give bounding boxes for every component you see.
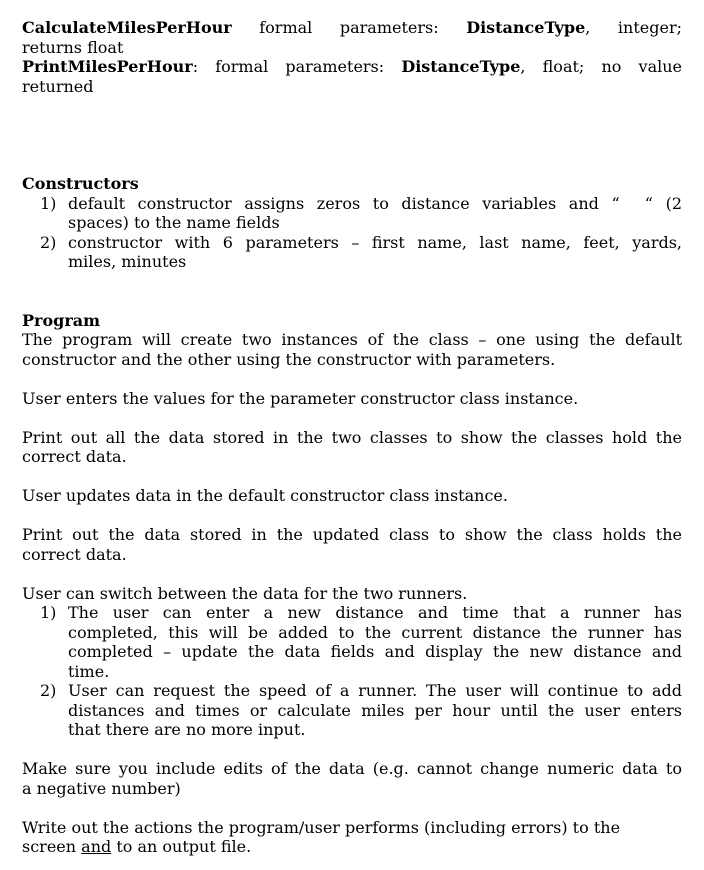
program-paragraph-print-two-classes [22, 428, 682, 467]
bold-run: DistanceType [466, 18, 586, 37]
text-line: miles, minutes [68, 252, 187, 271]
text-line: a negative number) [22, 778, 181, 798]
intro-paragraph-print-mph [22, 57, 682, 96]
list-number: 1) [40, 193, 57, 213]
text-line: The user can enter a new distance and time that a runner has [68, 603, 682, 622]
program-paragraph-instances [22, 330, 682, 369]
text-line: The program will create two instances of the class – one using the default [22, 330, 682, 349]
text-line: Make sure you include edits of the data (e.g. cannot change numeric data to [22, 759, 682, 778]
bold-run: PrintMilesPerHour [22, 57, 193, 76]
text-line: correct data. [22, 447, 127, 466]
text-line: time. [68, 661, 110, 681]
text-run: : formal parameters: [192, 57, 402, 76]
text-run: screen [22, 837, 82, 856]
list-number: 2) [40, 232, 57, 252]
text-line: constructor with 6 parameters – first name, last name, feet, yards, [68, 232, 682, 252]
text-line: spaces) to the name fields [68, 213, 280, 232]
runners-list-item-2 [22, 681, 682, 740]
list-number: 2) [40, 681, 57, 700]
list-item-text [68, 681, 682, 740]
text-line: constructor and the other using the constructor with parameters. [22, 349, 556, 369]
program-paragraph-switch-runners [22, 584, 682, 604]
constructors-heading: Constructors [22, 174, 139, 193]
text-run: , integer; [585, 18, 683, 37]
text-line: returned [22, 76, 94, 96]
program-paragraph-user-enters [22, 389, 682, 409]
list-item-text [68, 603, 682, 681]
constructors-list-item-2 [22, 233, 682, 272]
text-line: that there are no more input. [68, 720, 306, 739]
text-line: completed – update the data fields and display the new distance and [68, 642, 682, 661]
text-line: returns float [22, 37, 124, 57]
bold-run: DistanceType [401, 57, 521, 76]
text-run: , float; no value [520, 57, 683, 76]
text-line: distances and times or calculate miles per hour until the user enters [68, 700, 682, 720]
text-line: Write out the actions the program/user performs (including errors) to the [22, 817, 621, 837]
text-line [22, 18, 682, 38]
text-line: User can switch between the data for the two runners. [22, 583, 468, 603]
text-line: completed, this will be added to the current distance the runner has [68, 622, 682, 642]
runners-list-item-1 [22, 603, 682, 681]
text-line: correct data. [22, 544, 127, 564]
text-run: to an output file. [111, 837, 252, 856]
text-line: User can request the speed of a runner. The user will continue to add [68, 681, 682, 700]
program-paragraph-print-updated-class [22, 525, 682, 564]
program-paragraph-user-updates [22, 486, 682, 506]
text-line: Print out all the data stored in the two classes to show the classes hold the [22, 427, 682, 447]
text-line: User updates data in the default constructor class instance. [22, 486, 508, 505]
text-line [22, 837, 682, 857]
text-line: Print out the data stored in the updated class to show the class holds the [22, 525, 682, 544]
text-line: default constructor assigns zeros to distance variables and “ “ (2 [68, 193, 682, 213]
bold-run: CalculateMilesPerHour [22, 18, 232, 37]
program-paragraph-write-out [22, 818, 682, 857]
text-line: User enters the values for the parameter constructor class instance. [22, 388, 579, 408]
intro-paragraph-calculate-mph [22, 18, 682, 57]
program-paragraph-edits-note [22, 759, 682, 798]
list-item-text [68, 194, 682, 233]
underlined-run: and [81, 837, 112, 856]
program-heading: Program [22, 310, 101, 330]
text-run: formal parameters: [231, 18, 467, 37]
list-item-text [68, 233, 682, 272]
list-number: 1) [40, 603, 57, 622]
constructors-list-item-1 [22, 194, 682, 233]
text-line [22, 57, 682, 77]
